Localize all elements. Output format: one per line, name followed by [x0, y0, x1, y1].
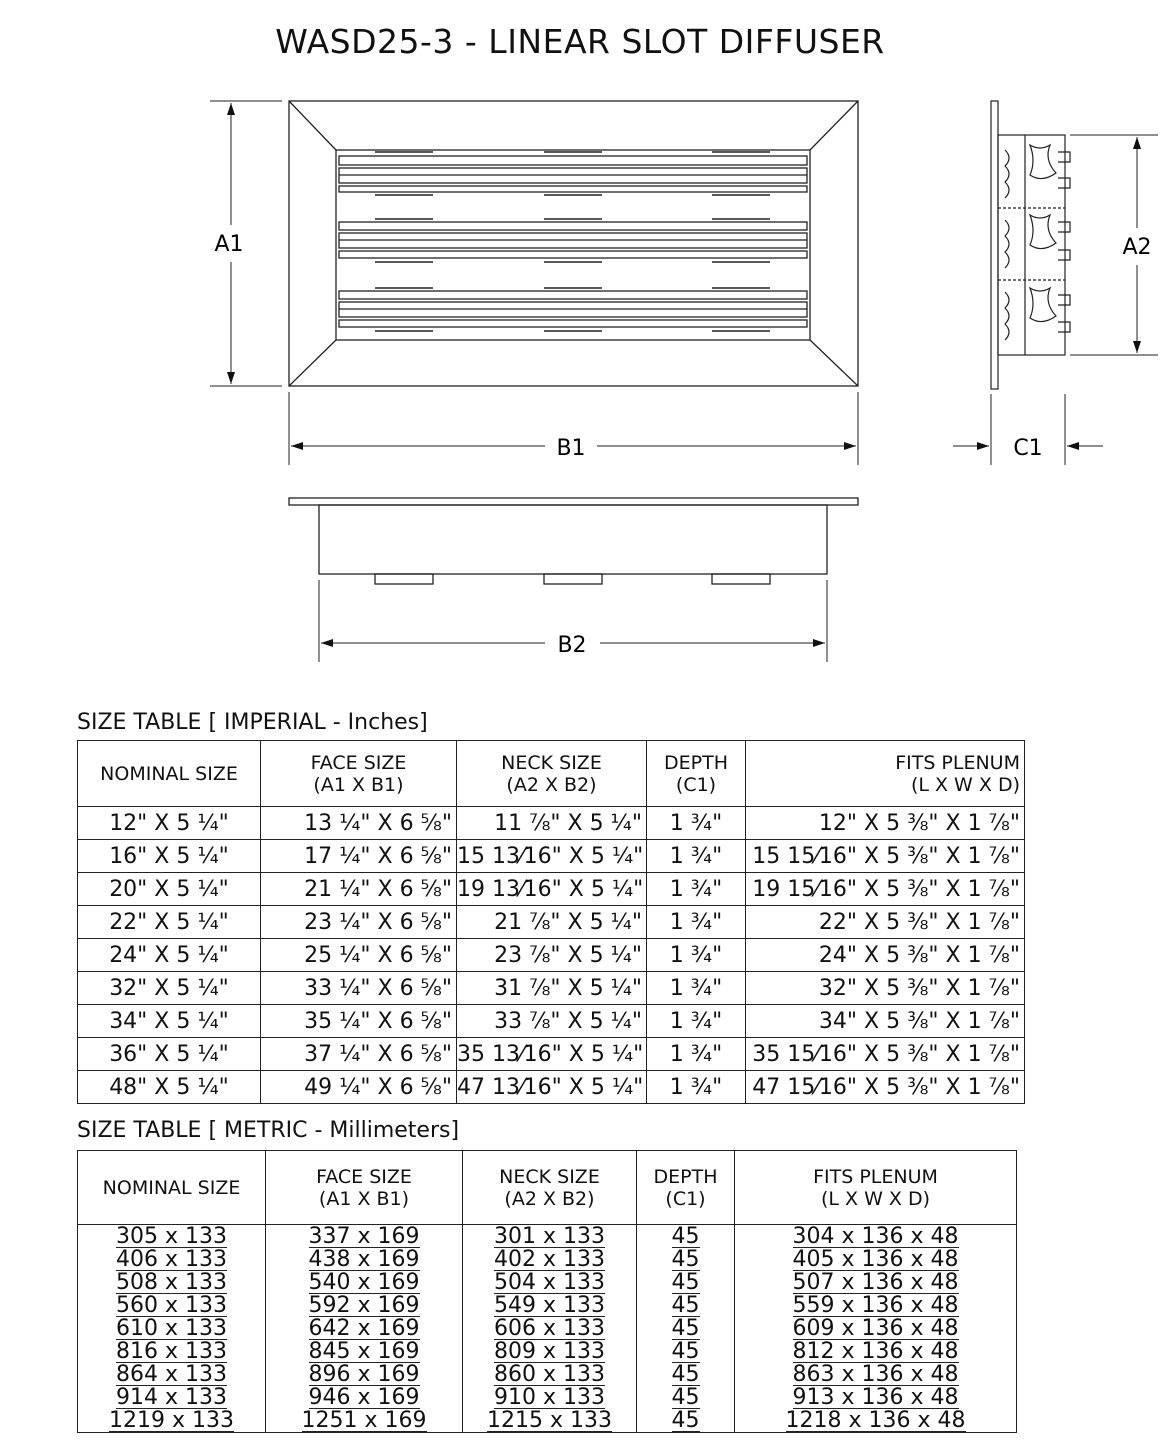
neck-cell: 301 x 133 — [494, 1224, 605, 1249]
depth-cell: 45 — [671, 1247, 700, 1272]
metric-header-row — [78, 1151, 1017, 1225]
nominal-cell: 48" X 5 ¼" — [78, 1071, 261, 1104]
neck-cell: 606 x 133 — [494, 1316, 605, 1341]
face-cell: 337 x 169 — [308, 1224, 420, 1249]
table-row — [78, 1038, 1025, 1071]
plenum-cell: 913 x 136 x 48 — [792, 1385, 959, 1410]
neck-cell: 15 13⁄16" X 5 ¼" — [457, 840, 647, 873]
face-cell: 592 x 169 — [308, 1293, 420, 1318]
plenum-cell: 34" X 5 ⅜" X 1 ⅞" — [746, 1005, 1025, 1038]
plenum-cell: 24" X 5 ⅜" X 1 ⅞" — [746, 939, 1025, 972]
plenum-cell: 22" X 5 ⅜" X 1 ⅞" — [746, 906, 1025, 939]
side-louver-1 — [1005, 145, 1070, 198]
neck-cell: 809 x 133 — [494, 1339, 605, 1364]
nominal-cell: 12" X 5 ¼" — [78, 807, 261, 840]
depth-cell: 45 — [671, 1224, 700, 1249]
neck-cell: 35 13⁄16" X 5 ¼" — [457, 1038, 647, 1071]
neck-cell: 23 ⅞" X 5 ¼" — [457, 939, 647, 972]
face-cell: 13 ¼" X 6 ⅝" — [261, 807, 457, 840]
face-cell: 21 ¼" X 6 ⅝" — [261, 873, 457, 906]
header-plenum: FITS PLENUM (L X W X D) — [746, 741, 1025, 807]
a2-label: A2 — [1122, 235, 1152, 260]
neck-cell: 860 x 133 — [494, 1362, 605, 1387]
depth-cell: 45 — [671, 1270, 700, 1295]
header-nominal: NOMINAL SIZE — [78, 1151, 266, 1225]
depth-cell: 45 — [671, 1339, 700, 1364]
plenum-cell: 47 15⁄16" X 5 ⅜" X 1 ⅞" — [746, 1071, 1025, 1104]
depth-cell: 1 ¾" — [647, 840, 746, 873]
face-cell: 1251 x 169 — [301, 1408, 427, 1433]
depth-cell: 1 ¾" — [647, 939, 746, 972]
header-plenum: FITS PLENUM (L X W X D) — [735, 1151, 1017, 1225]
table-row — [78, 1225, 1017, 1249]
neck-cell: 19 13⁄16" X 5 ¼" — [457, 873, 647, 906]
table-row — [78, 1386, 1017, 1409]
table-row — [78, 906, 1025, 939]
face-cell: 25 ¼" X 6 ⅝" — [261, 939, 457, 972]
face-cell: 845 x 169 — [308, 1339, 420, 1364]
plenum-cell: 405 x 136 x 48 — [792, 1247, 959, 1272]
header-depth: DEPTH (C1) — [637, 1151, 735, 1225]
face-cell: 49 ¼" X 6 ⅝" — [261, 1071, 457, 1104]
table-row — [78, 873, 1025, 906]
plan-view — [289, 498, 858, 584]
table-row — [78, 1409, 1017, 1433]
plenum-cell: 304 x 136 x 48 — [792, 1224, 959, 1249]
plenum-cell: 559 x 136 x 48 — [792, 1293, 959, 1318]
header-neck: NECK SIZE (A2 X B2) — [457, 741, 647, 807]
nominal-cell: 16" X 5 ¼" — [78, 840, 261, 873]
depth-cell: 45 — [671, 1362, 700, 1387]
neck-cell: 1215 x 133 — [487, 1408, 612, 1433]
imperial-header-row — [78, 741, 1025, 807]
imperial-table-caption: SIZE TABLE [ IMPERIAL - Inches] — [77, 710, 428, 735]
slot-1 — [339, 156, 807, 192]
face-cell: 17 ¼" X 6 ⅝" — [261, 840, 457, 873]
plenum-cell: 32" X 5 ⅜" X 1 ⅞" — [746, 972, 1025, 1005]
metric-size-table — [77, 1150, 1017, 1433]
neck-cell: 11 ⅞" X 5 ¼" — [457, 807, 647, 840]
table-row — [78, 807, 1025, 840]
plenum-cell: 19 15⁄16" X 5 ⅜" X 1 ⅞" — [746, 873, 1025, 906]
nominal-cell: 32" X 5 ¼" — [78, 972, 261, 1005]
side-louver-3 — [1005, 288, 1070, 340]
side-louver-2 — [1005, 215, 1070, 268]
table-row — [78, 1340, 1017, 1363]
table-row — [78, 1071, 1025, 1104]
header-face: FACE SIZE (A1 X B1) — [261, 741, 457, 807]
side-view — [991, 101, 1070, 389]
neck-cell: 910 x 133 — [494, 1385, 605, 1410]
table-row — [78, 939, 1025, 972]
nominal-cell: 406 x 133 — [116, 1247, 227, 1272]
table-row — [78, 972, 1025, 1005]
slot-2 — [339, 222, 807, 258]
table-row — [78, 1005, 1025, 1038]
face-cell: 33 ¼" X 6 ⅝" — [261, 972, 457, 1005]
face-cell: 35 ¼" X 6 ⅝" — [261, 1005, 457, 1038]
plenum-cell: 1218 x 136 x 48 — [785, 1408, 966, 1433]
face-cell: 896 x 169 — [308, 1362, 420, 1387]
depth-cell: 1 ¾" — [647, 873, 746, 906]
face-cell: 642 x 169 — [308, 1316, 420, 1341]
table-row — [78, 1271, 1017, 1294]
plenum-cell: 12" X 5 ⅜" X 1 ⅞" — [746, 807, 1025, 840]
nominal-cell: 36" X 5 ¼" — [78, 1038, 261, 1071]
face-cell: 540 x 169 — [308, 1270, 420, 1295]
depth-cell: 1 ¾" — [647, 807, 746, 840]
plenum-cell: 507 x 136 x 48 — [792, 1270, 959, 1295]
nominal-cell: 560 x 133 — [116, 1293, 227, 1318]
depth-cell: 1 ¾" — [647, 972, 746, 1005]
depth-cell: 45 — [671, 1408, 700, 1433]
table-row — [78, 1363, 1017, 1386]
neck-cell: 21 ⅞" X 5 ¼" — [457, 906, 647, 939]
header-nominal: NOMINAL SIZE — [78, 741, 261, 807]
header-depth: DEPTH (C1) — [647, 741, 746, 807]
nominal-cell: 864 x 133 — [116, 1362, 227, 1387]
header-neck: NECK SIZE (A2 X B2) — [463, 1151, 637, 1225]
page-title: WASD25-3 - LINEAR SLOT DIFFUSER — [275, 22, 885, 61]
nominal-cell: 34" X 5 ¼" — [78, 1005, 261, 1038]
neck-cell: 31 ⅞" X 5 ¼" — [457, 972, 647, 1005]
depth-cell: 45 — [671, 1293, 700, 1318]
nominal-cell: 610 x 133 — [116, 1316, 227, 1341]
neck-cell: 504 x 133 — [494, 1270, 605, 1295]
neck-cell: 402 x 133 — [494, 1247, 605, 1272]
imperial-size-table — [77, 740, 1025, 1104]
depth-cell: 45 — [671, 1316, 700, 1341]
nominal-cell: 816 x 133 — [116, 1339, 227, 1364]
table-row — [78, 1294, 1017, 1317]
b1-label: B1 — [556, 436, 586, 461]
diffuser-drawing — [0, 0, 1173, 700]
b2-label: B2 — [557, 633, 587, 658]
neck-cell: 549 x 133 — [494, 1293, 605, 1318]
nominal-cell: 20" X 5 ¼" — [78, 873, 261, 906]
plenum-cell: 15 15⁄16" X 5 ⅜" X 1 ⅞" — [746, 840, 1025, 873]
c1-label: C1 — [1013, 436, 1043, 461]
plenum-cell: 812 x 136 x 48 — [792, 1339, 959, 1364]
nominal-cell: 22" X 5 ¼" — [78, 906, 261, 939]
neck-cell: 47 13⁄16" X 5 ¼" — [457, 1071, 647, 1104]
face-cell: 23 ¼" X 6 ⅝" — [261, 906, 457, 939]
face-cell: 946 x 169 — [308, 1385, 420, 1410]
nominal-cell: 305 x 133 — [116, 1224, 227, 1249]
a1-label: A1 — [214, 232, 244, 257]
metric-table-caption: SIZE TABLE [ METRIC - Millimeters] — [77, 1118, 460, 1143]
depth-cell: 1 ¾" — [647, 1005, 746, 1038]
nominal-cell: 508 x 133 — [116, 1270, 227, 1295]
plenum-cell: 35 15⁄16" X 5 ⅜" X 1 ⅞" — [746, 1038, 1025, 1071]
header-face: FACE SIZE (A1 X B1) — [266, 1151, 463, 1225]
plenum-cell: 863 x 136 x 48 — [792, 1362, 959, 1387]
nominal-cell: 914 x 133 — [116, 1385, 227, 1410]
depth-cell: 1 ¾" — [647, 1038, 746, 1071]
plenum-cell: 609 x 136 x 48 — [792, 1316, 959, 1341]
table-row — [78, 840, 1025, 873]
nominal-cell: 24" X 5 ¼" — [78, 939, 261, 972]
table-row — [78, 1248, 1017, 1271]
nominal-cell: 1219 x 133 — [109, 1408, 234, 1433]
face-cell: 438 x 169 — [308, 1247, 420, 1272]
neck-cell: 33 ⅞" X 5 ¼" — [457, 1005, 647, 1038]
depth-cell: 45 — [671, 1385, 700, 1410]
slot-3 — [339, 291, 807, 327]
table-row — [78, 1317, 1017, 1340]
face-cell: 37 ¼" X 6 ⅝" — [261, 1038, 457, 1071]
depth-cell: 1 ¾" — [647, 906, 746, 939]
front-view — [289, 101, 858, 386]
depth-cell: 1 ¾" — [647, 1071, 746, 1104]
